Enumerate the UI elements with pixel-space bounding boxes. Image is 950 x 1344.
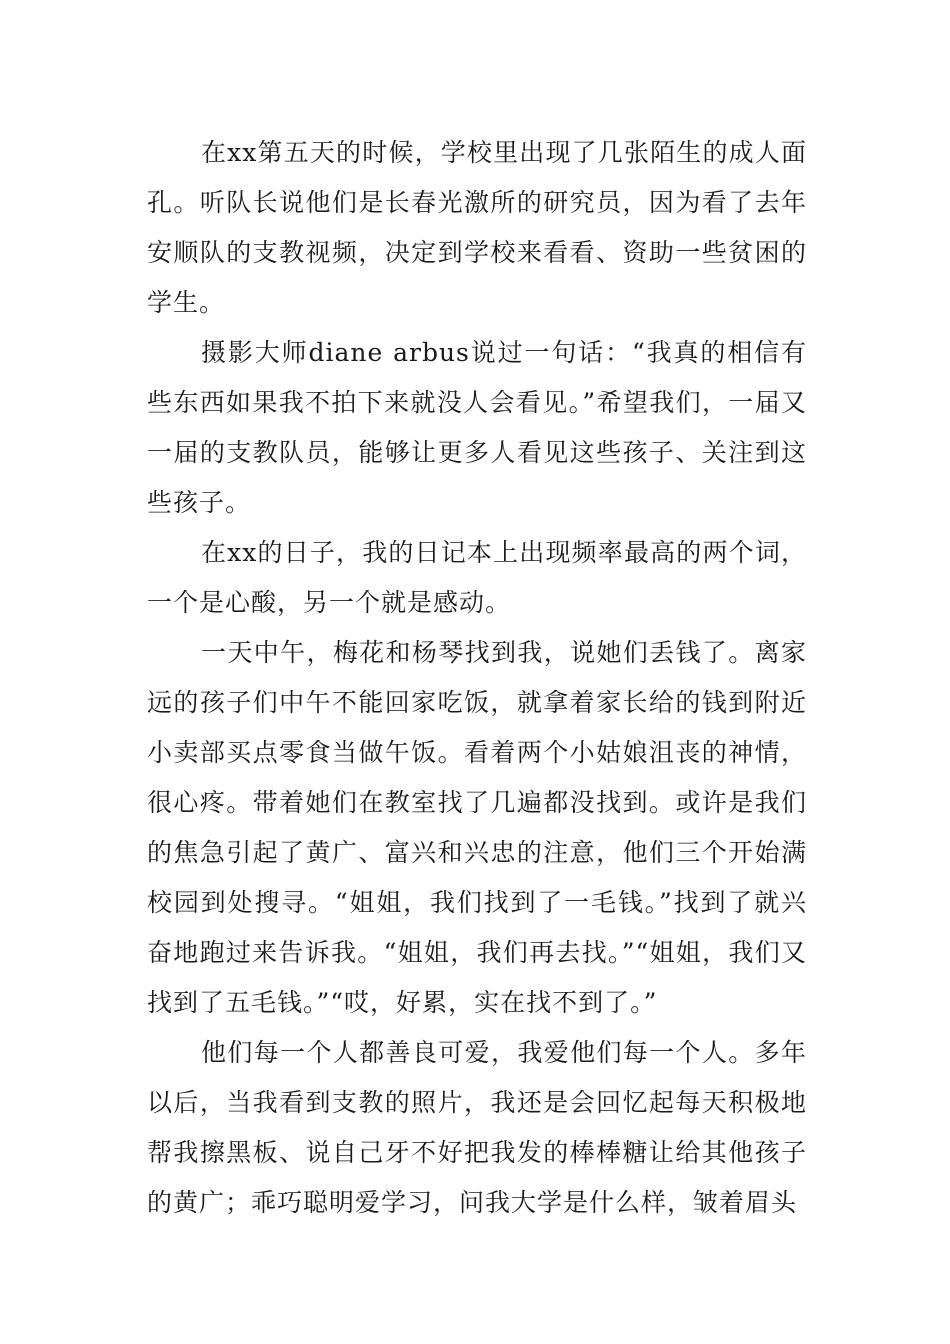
paragraph-3: 在xx的日子，我的日记本上出现频率最高的两个词，一个是心酸，另一个就是感动。	[147, 538, 807, 617]
document-body	[147, 128, 807, 1228]
paragraph-1: 在xx第五天的时候，学校里出现了几张陌生的成人面孔。听队长说他们是长春光激所的研究员，因为看了去年安顺队的支教视频，决定到学校来看看、资助一些贫困的学生。	[147, 138, 807, 317]
paragraph-4: 一天中午，梅花和杨琴找到我，说她们丢钱了。离家远的孩子们中午不能回家吃饭，就拿着家长给的钱到附近小卖部买点零食当做午饭。看着两个小姑娘沮丧的神情，很心疼。带着她们在教室找了几遍都没找到。或许是我们的焦急引起了黄广、富兴和兴忠的注意，他们三个开始满校园到处搜寻。“姐姐，我们找到了一毛钱。”找到了就兴奋地跑过来告诉我。“姐姐，我们再去找。”“姐姐，我们又找到了五毛钱。”“哎，好累，实在找不到了。”	[147, 638, 807, 1017]
paragraph-2: 摄影大师diane arbus说过一句话：“我真的相信有些东西如果我不拍下来就没人会看见。”希望我们，一届又一届的支教队员，能够让更多人看见这些孩子、关注到这些孩子。	[147, 338, 807, 517]
paragraph-5: 他们每一个人都善良可爱，我爱他们每一个人。多年以后，当我看到支教的照片，我还是会回忆起每天积极地帮我擦黑板、说自己牙不好把我发的棒棒糖让给其他孩子的黄广；乖巧聪明爱学习，问我大学是什么样，皱着眉头	[147, 1038, 807, 1217]
